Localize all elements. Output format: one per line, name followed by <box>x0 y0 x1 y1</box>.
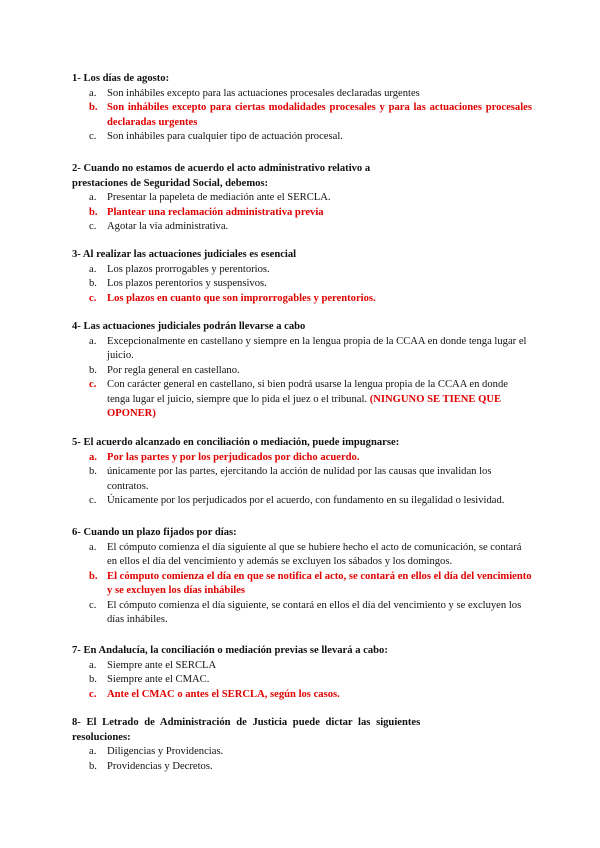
question-title: 5- El acuerdo alcanzado en conciliación o mediación, puede impugnarse: <box>72 437 400 448</box>
option-b-correct: b. Son inhábiles excepto para ciertas modalidades procesales y para las actuaciones procesales declaradas urgentes <box>89 102 532 128</box>
question-3 <box>72 248 532 306</box>
option-c-correct: c. Ante el CMAC o antes el SERCLA, según los casos. <box>89 688 340 700</box>
question-title: 7- En Andalucía, la conciliación o mediación previas se llevará a cabo: <box>72 645 388 656</box>
option-b: b. Providencias y Decretos. <box>89 760 213 772</box>
option-a: a. Excepcionalmente en castellano y siempre en la lengua propia de la CCAA en donde tenga lugar el juicio. <box>89 335 527 361</box>
question-6 <box>72 526 532 628</box>
option-b-correct: b. El cómputo comienza el día en que se notifica el acto, se contará en ellos el día del vencimiento y se excluyen los días inhábiles <box>89 570 532 596</box>
note-ninguno: (NINGUNO SE TIENE QUE OPONER) <box>107 393 502 419</box>
option-b: b. Por regla general en castellano. <box>89 364 240 376</box>
question-title: 3- Al realizar las actuaciones judiciales es esencial <box>72 249 297 260</box>
option-b: b. únicamente por las partes, ejercitando la acción de nulidad por las causas que invalidan los contratos. <box>89 466 492 492</box>
option-c: c. Agotar la vía administrativa. <box>89 221 229 232</box>
option-a: a. Son inhábiles excepto para las actuaciones procesales declaradas urgentes <box>89 87 420 99</box>
option-a-correct: a. Por las partes y por los perjudicados por dicho acuerdo. <box>89 451 360 463</box>
option-c-correct: c. Con carácter general en castellano, si bien podrá usarse la lengua propia de la CCAA en donde tenga lugar el juicio, siempre que lo pida el juez o el tribunal. (NINGUNO SE TIENE QUE OPONER) <box>89 379 508 419</box>
question-8 <box>72 716 532 774</box>
option-a: a. Siempre ante el SERCLA <box>89 659 217 671</box>
option-a: a. Diligencias y Providencias. <box>89 746 224 757</box>
question-2 <box>72 162 532 235</box>
option-c-correct: c. Los plazos en cuanto que son improrrogables y perentorios. <box>89 292 376 304</box>
option-b: b. Siempre ante el CMAC. <box>89 674 210 685</box>
option-c: c. Únicamente por los perjudicados por el acuerdo, con fundamento en su ilegalidad o lesividad. <box>89 495 505 506</box>
option-a: a. El cómputo comienza el día siguiente al que se hubiere hecho el acto de comunicación, se contará en ellos el día del vencimiento y además se excluyen los sábados y los domingos. <box>89 541 522 567</box>
option-a: a. Los plazos prorrogables y perentorios. <box>89 263 270 275</box>
option-b-correct: b. Plantear una reclamación administrativa previa <box>89 206 324 218</box>
question-7 <box>72 644 532 702</box>
question-title-line-1: 2- Cuando no estamos de acuerdo el acto administrativo relativo a <box>72 163 371 174</box>
option-b: b. Los plazos perentorios y suspensivos. <box>89 278 267 289</box>
question-1 <box>72 72 532 145</box>
question-title: 1- Los días de agosto: <box>72 73 170 84</box>
question-title-line-1: 8- El Letrado de Administración de Justicia puede dictar las siguientes <box>72 717 421 728</box>
question-4 <box>72 320 532 422</box>
question-title-line-2: prestaciones de Seguridad Social, debemos: <box>72 177 269 189</box>
option-c: c. Son inhábiles para cualquier tipo de actuación procesal. <box>89 131 343 142</box>
question-title: 4- Las actuaciones judiciales podrán llevarse a cabo <box>72 321 306 332</box>
option-c: c. El cómputo comienza el día siguiente, se contará en ellos el día del vencimiento y se excluyen los días inhábiles. <box>89 599 522 625</box>
question-title-line-2: resoluciones: <box>72 731 131 743</box>
question-title: 6- Cuando un plazo fijados por días: <box>72 527 237 538</box>
option-a: a. Presentar la papeleta de mediación ante el SERCLA. <box>89 192 331 203</box>
question-5 <box>72 436 532 509</box>
